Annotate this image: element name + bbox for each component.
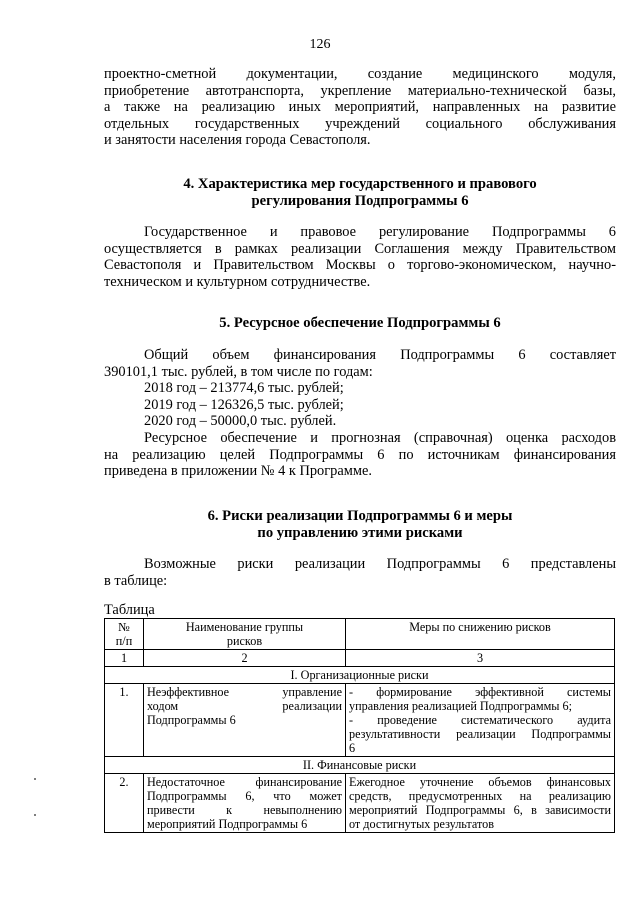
risk-measures: Ежегодное уточнение объемов финансовых средств, предусмотренных на реализацию мероприятий Подпрограммы 6, в зависимости от достигнутых результатов [346, 774, 615, 833]
intro-paragraph [104, 66, 616, 149]
risk-name: Недостаточное финансирование Подпрограммы 6, что может привести к невыполнению мероприятий Подпрограммы 6 [144, 774, 346, 833]
table-header-row [105, 619, 615, 650]
risk-name: Неэффективное управление ходом реализации Подпрограммы 6 [144, 684, 346, 757]
text-line: приобретение автотранспорта, укрепление материально-технической базы, [104, 82, 616, 99]
text-line: и занятости населения города Севастополя. [104, 132, 371, 149]
section-title: I. Организационные риски [105, 667, 615, 684]
row-number: 1. [105, 684, 144, 757]
header-measures: Меры по снижению рисков [346, 619, 615, 650]
section-4-heading: 4. Характеристика мер государственного и правового регулирования Подпрограммы 6 [183, 176, 537, 209]
text-line: Ресурсное обеспечение и прогнозная (справочная) оценка расходов [144, 429, 616, 446]
text-line: 390101,1 тыс. рублей, в том числе по годам: [104, 363, 373, 380]
table-row [105, 684, 615, 757]
section-5-paragraph [104, 347, 616, 480]
text-line: 2018 год – 213774,6 тыс. рублей; [144, 380, 344, 397]
text-line: техническом и культурном сотрудничестве. [104, 273, 371, 290]
page-number: 126 [309, 37, 331, 52]
text-line: Возможные риски реализации Подпрограммы 6 представлены [144, 556, 616, 572]
table-row [105, 774, 615, 833]
text-line: Севастополя и Правительством Москвы о торгово-экономическом, научно- [104, 257, 616, 274]
table-column-numbers-row [105, 650, 615, 667]
section-6-heading: 6. Риски реализации Подпрограммы 6 и меры по управлению этими рисками [207, 508, 513, 541]
text-line: на реализацию целей Подпрограммы 6 по источникам финансирования [104, 446, 616, 463]
header-risk-group: Наименование группы рисков [144, 619, 346, 650]
text-line: в таблице: [104, 572, 168, 589]
text-line: 2020 год – 50000,0 тыс. рублей. [144, 413, 337, 430]
text-line: осуществляется в рамках реализации Соглашения между Правительством [104, 240, 616, 257]
text-line: Государственное и правовое регулирование Подпрограммы 6 [144, 224, 616, 240]
text-line: а также на реализацию иных мероприятий, направленных на развитие [104, 99, 616, 116]
risks-table [104, 618, 615, 833]
text-line: приведена в приложении № 4 к Программе. [104, 463, 372, 480]
section-6-paragraph [104, 556, 616, 589]
risk-measures: - формирование эффективной системы управления реализацией Подпрограммы 6; - проведение систематического аудита результативности реализации Подпрограммы 6 [346, 684, 615, 757]
table-caption: Таблица [104, 602, 155, 618]
text-line: 2019 год – 126326,5 тыс. рублей; [144, 396, 344, 413]
table-section-row [105, 757, 615, 774]
table-section-row [105, 667, 615, 684]
header-num: № п/п [105, 619, 144, 650]
section-title: II. Финансовые риски [105, 757, 615, 774]
scan-speck [34, 814, 36, 816]
text-line: отдельных государственных учреждений социального обслуживания [104, 115, 616, 132]
text-line: проектно-сметной документации, создание медицинского модуля, [104, 66, 616, 82]
text-line: Общий объем финансирования Подпрограммы 6 составляет [144, 347, 616, 363]
col-number: 2 [144, 650, 346, 667]
col-number: 1 [105, 650, 144, 667]
section-4-paragraph [104, 224, 616, 290]
row-number: 2. [105, 774, 144, 833]
scan-speck [34, 778, 36, 780]
col-number: 3 [346, 650, 615, 667]
section-5-heading: 5. Ресурсное обеспечение Подпрограммы 6 [219, 315, 501, 331]
